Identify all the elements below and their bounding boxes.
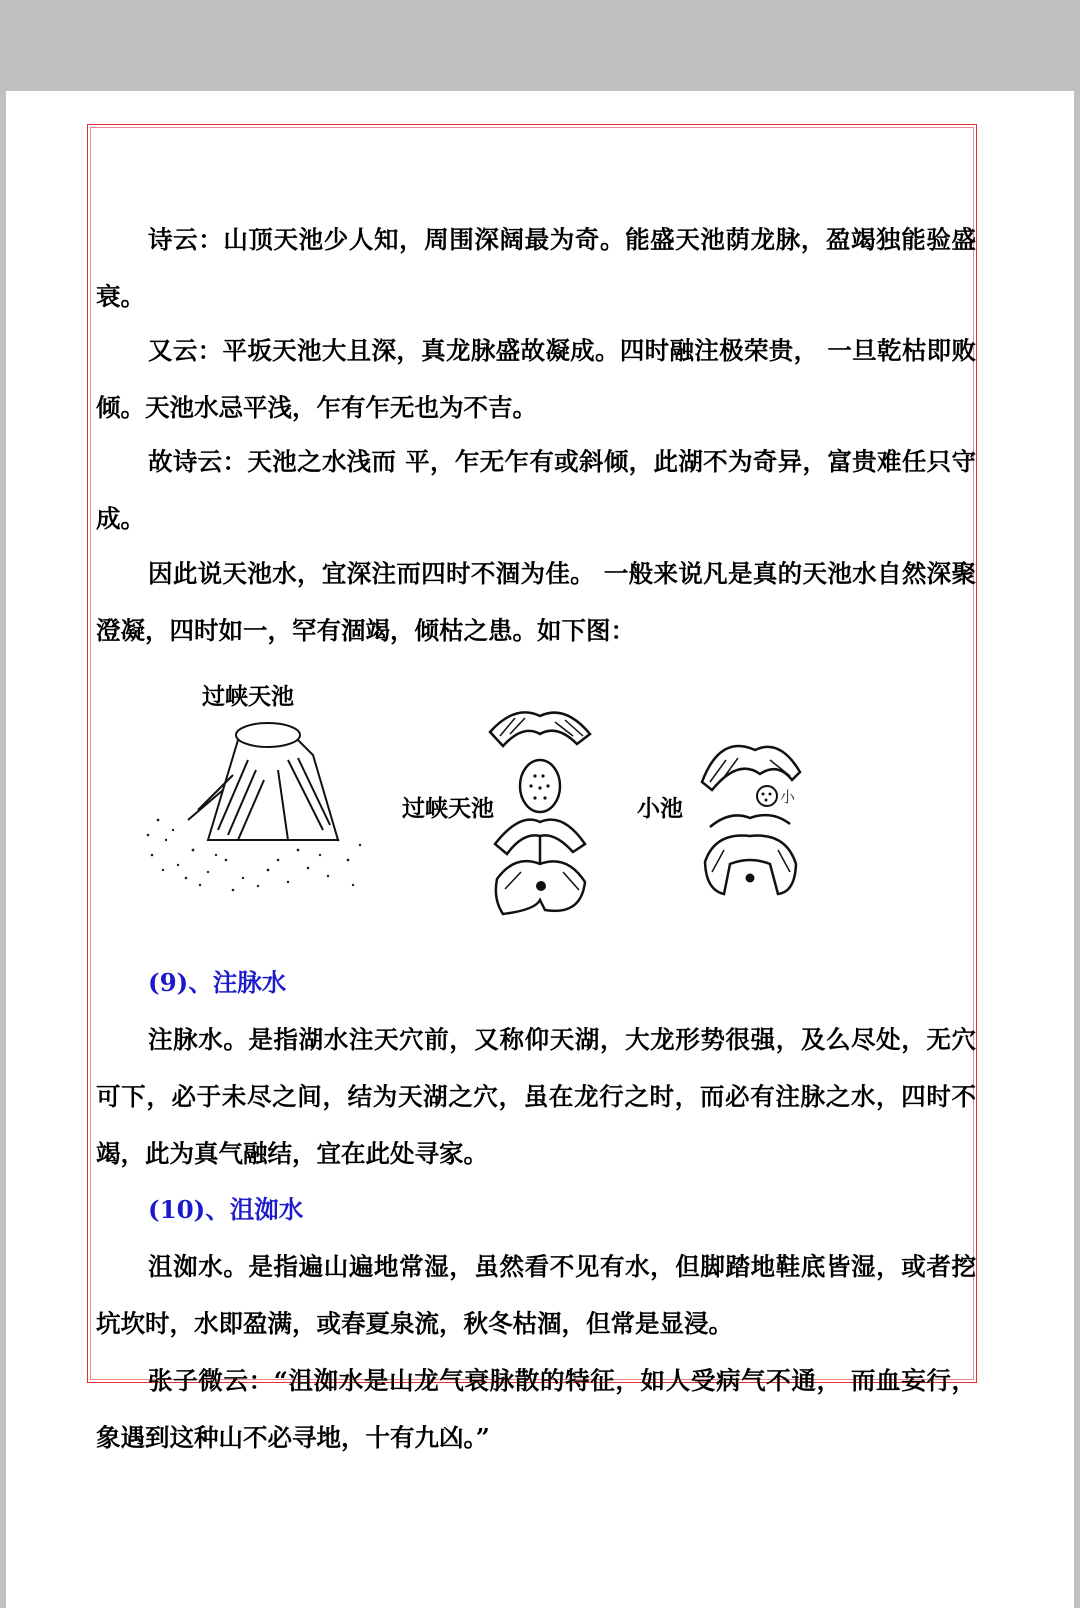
paragraph-tianchi-summary: 因此说天池水，宜深注而四时不涸为佳。 一般来说凡是真的天池水自然深聚澄凝，四时如一，罕有涸竭，倾枯之患。如下图： xyxy=(96,559,976,645)
paragraph-poem-3: 故诗云：天池之水浅而 平，乍无乍有或斜倾，此湖不为奇异，富贵难任只守成。 xyxy=(96,447,976,533)
section-10-quote: 张子微云：“沮洳水是山龙气衰脉散的特征，如人受病气不通， 而血妄行，象遇到这种山不必寻地，十有九凶。” xyxy=(96,1366,976,1452)
section-9-heading: (9)、注脉水 xyxy=(148,968,287,997)
figure-label-top: 过峡天池 xyxy=(202,683,294,710)
figure-label-right: 小池 xyxy=(637,795,683,822)
figure-label-middle: 过峡天池 xyxy=(402,795,494,822)
scatter-dots xyxy=(147,819,362,892)
section-10-heading: (10)、沮洳水 xyxy=(148,1195,304,1224)
small-pool-diagram xyxy=(700,732,810,914)
mountain-pool-illustration xyxy=(138,700,378,900)
small-pool-mark: 小 xyxy=(780,788,796,806)
section-10-body: 沮洳水。是指遍山遍地常湿，虽然看不见有水，但脚踏地鞋底皆湿，或者挖坑坎时，水即盈满，或春夏泉流，秋冬枯涸，但常是显浸。 xyxy=(96,1252,976,1338)
gorge-pool-diagram xyxy=(485,704,600,940)
section-9-body: 注脉水。是指湖水注天穴前，又称仰天湖，大龙形势很强，及么尽处，无穴可下，必于未尽之间，结为天湖之穴，虽在龙行之时，而必有注脉之水，四时不竭，此为真气融结，宜在此处寻家。 xyxy=(96,1025,976,1168)
paragraph-poem-1: 诗云：山顶天池少人知，周围深阔最为奇。能盛天池荫龙脉，盈竭独能验盛衰。 xyxy=(96,225,976,311)
paragraph-poem-2: 又云：平坂天池大且深，真龙脉盛故凝成。四时融注极荣贵， 一旦乾枯即败倾。天池水忌平浅，乍有乍无也为不吉。 xyxy=(96,336,976,422)
